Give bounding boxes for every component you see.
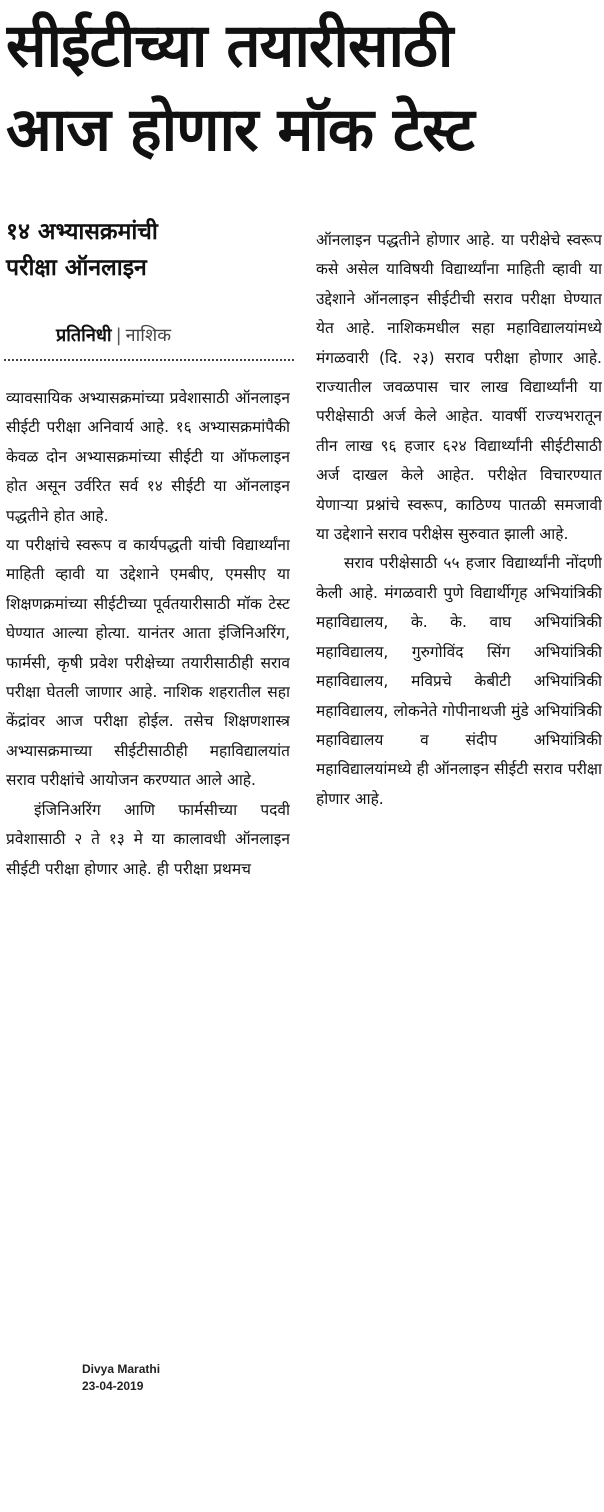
source-credit xyxy=(82,1361,282,1395)
source-date: 23-04-2019 xyxy=(82,1379,144,1393)
article-paragraph: व्यावसायिक अभ्यासक्रमांच्या प्रवेशासाठी ऑनलाइन सीईटी परीक्षा अनिवार्य आहे. १६ अभ्यासक्रमांपैकी केवळ दोन अभ्यासक्रमांच्या सीईटी या ऑफलाइन होत असून उर्वरित सर्व १४ सीईटी या ऑनलाइन पद्धतीने होत आहे. xyxy=(6,389,290,525)
source-publication: Divya Marathi xyxy=(82,1362,161,1376)
article-column-left xyxy=(6,384,290,894)
headline-line-1: सीईटीच्या तयारीसाठी xyxy=(6,11,453,81)
article-paragraph: सराव परीक्षेसाठी ५५ हजार विद्यार्थ्यांनी नोंदणी केली आहे. मंगळवारी पुणे विद्यार्थीगृह अभियांत्रिकी महाविद्यालय, के. के. वाघ अभियांत्रिकी महाविद्यालय, गुरुगोविंद सिंग अभियांत्रिकी महाविद्यालय, मविप्रचे केबीटी अभियांत्रिकी महाविद्यालय, लोकनेते गोपीनाथजी मुंडे अभियांत्रिकी महाविद्यालय व संदीप अभियांत्रिकी महाविद्यालयांमध्ये ही ऑनलाइन सीईटी सराव परीक्षा होणार आहे. xyxy=(316,554,602,808)
headline-line-2: आज होणार मॉक टेस्ट xyxy=(6,95,474,165)
article-paragraph-continued: ऑनलाइन पद्धतीने होणार आहे. या परीक्षेचे स्वरूप कसे असेल याविषयी विद्यार्थ्यांना माहिती व्हावी या उद्देशाने ऑनलाइन सीईटीची सराव परीक्षा घेण्यात येत आहे. नाशिकमधील सहा महाविद्यालयांमध्ये मंगळवारी (दि. २३) सराव परीक्षा होणार आहे. राज्यातील जवळपास चार लाख विद्यार्थ्यांनी या परीक्षेसाठी अर्ज केले आहेत. यावर्षी राज्यभरातून तीन लाख ९६ हजार ६२४ विद्यार्थ्यांनी सीईटीसाठी अर्ज दाखल केले आहेत. परीक्षेत विचारण्यात येणाऱ्या प्रश्नांचे स्वरूप, काठिण्य पातळी समजावी या उद्देशाने सराव परीक्षेस सुरुवात झाली आहे. xyxy=(316,231,602,544)
article-paragraph: इंजिनिअरिंग आणि फार्मसीच्या पदवी प्रवेशासाठी २ ते १३ मे या कालावधी ऑनलाइन सीईटी परीक्षा होणार आहे. ही परीक्षा प्रथमच xyxy=(6,800,290,878)
article-paragraph: या परीक्षांचे स्वरूप व कार्यपद्धती यांची विद्यार्थ्यांना माहिती व्हावी या उद्देशाने एमबीए, एमसीए या शिक्षणक्रमांच्या सीईटीच्या पूर्वतयारीसाठी मॉक टेस्ट घेण्यात आल्या होत्या. यानंतर आता इंजिनिअरिंग, फार्मसी, कृषी प्रवेश परीक्षेच्या तयारीसाठीही सराव परीक्षा घेतली जाणार आहे. नाशिक शहरातील सहा केंद्रांवर आज परीक्षा होईल. तसेच शिक्षणशास्त्र अभ्यासक्रमाच्या सीईटीसाठीही महाविद्यालयांत सराव परीक्षांचे आयोजन करण्यात आले आहे. xyxy=(6,536,290,790)
byline-reporter: प्रतिनिधी xyxy=(56,325,112,346)
subheadline-line-1: १४ अभ्यासक्रमांची xyxy=(6,219,158,245)
subheadline xyxy=(6,214,296,286)
dotted-divider xyxy=(4,359,294,361)
article-column-right xyxy=(316,226,602,894)
headline xyxy=(6,4,598,172)
byline xyxy=(56,322,296,350)
subheadline-line-2: परीक्षा ऑनलाइन xyxy=(6,255,147,281)
byline-separator: | xyxy=(115,325,122,346)
byline-place: नाशिक xyxy=(125,325,172,346)
